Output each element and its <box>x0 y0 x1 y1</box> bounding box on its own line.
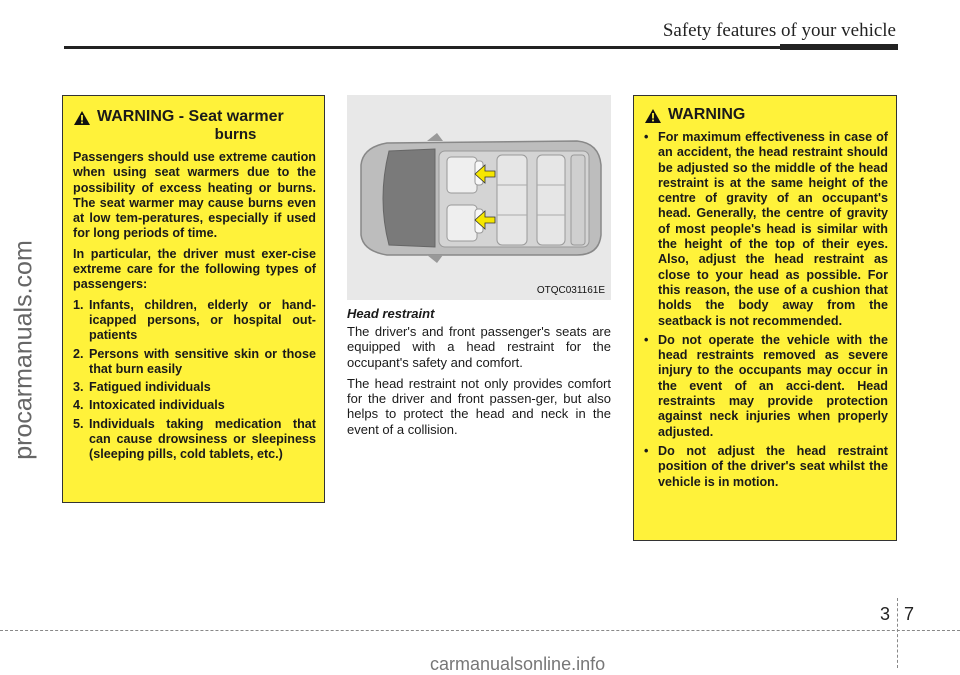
figure-code: OTQC031161E <box>536 285 605 296</box>
list-item-text: Fatigued individuals <box>89 380 211 395</box>
warning-box-seat-warmer <box>62 95 325 503</box>
bullet-icon: • <box>644 443 649 458</box>
section-paragraph: The driver's and front passenger's seats are equipped with a head restraint for the occupant's safety and comfort. <box>347 324 611 370</box>
list-item-number: 3. <box>73 380 84 395</box>
header-rule-accent <box>780 44 898 50</box>
page-number: 7 <box>904 604 915 624</box>
list-item-text: Do not adjust the head restraint position of the driver's seat whilst the vehicle is in motion. <box>658 443 888 489</box>
warning-title: WARNING - Seat warmer <box>97 108 284 125</box>
list-item-number: 5. <box>73 416 84 431</box>
warning-paragraph: In particular, the driver must exer-cise extreme care for the following types of passengers: <box>73 246 316 292</box>
warning-subtitle: burns <box>214 126 257 143</box>
header-rule <box>64 46 898 49</box>
list-item-text: Infants, children, elderly or hand-icapped persons, or hospital out-patients <box>89 297 316 343</box>
list-item-text: Intoxicated individuals <box>89 398 225 413</box>
list-item <box>644 130 888 329</box>
list-item <box>644 444 888 490</box>
list-item-number: 1. <box>73 297 84 312</box>
list-item <box>73 347 316 378</box>
front-seat-right <box>447 205 477 241</box>
warning-title: WARNING <box>668 106 746 123</box>
page-chapter: 3 <box>880 604 891 624</box>
list-item <box>73 380 316 395</box>
side-watermark <box>4 150 44 550</box>
front-seat-left <box>447 157 477 193</box>
passenger-type-list <box>73 298 316 463</box>
page-header-title: Safety features of your vehicle <box>662 20 896 41</box>
list-item-text: Persons with sensitive skin or those that burn easily <box>89 346 316 376</box>
vehicle-topview-illustration <box>347 95 611 300</box>
warning-header <box>73 108 316 126</box>
warning-triangle-icon <box>644 108 662 124</box>
section-paragraph: The head restraint not only provides comfort for the driver and front passen-ger, but also helps to protect the head and neck in the event of a collision. <box>347 375 611 437</box>
list-item <box>644 333 888 440</box>
list-item-number: 2. <box>73 346 84 361</box>
side-watermark-text: procarmanuals.com <box>9 240 38 460</box>
list-item <box>73 398 316 413</box>
section-heading: Head restraint <box>347 306 435 321</box>
footer-rule <box>0 630 960 631</box>
warning-header <box>644 106 888 124</box>
bottom-watermark: carmanualsonline.info <box>430 654 606 674</box>
vehicle-figure <box>347 95 611 300</box>
bullet-icon: • <box>644 130 649 144</box>
warning-bullet-list <box>644 130 888 490</box>
warning-box-head-restraint <box>633 95 897 541</box>
page-number-divider <box>897 598 898 668</box>
bullet-icon: • <box>644 332 649 347</box>
head-restraint-section <box>347 306 611 443</box>
list-item-text: For maximum effectiveness in case of an accident, the head restraint should be adjusted so the middle of the head restraint is at the same height of the centre of gravity of an occupant's head. Generally, the centre of gravity of most people's head is similar with the height of the top of their eyes. Also, adjust the head restraint as close to your head as possible. For this reason, the use of a cushion that holds the body away from the seatback is not recommended. <box>658 130 888 328</box>
list-item-number: 4. <box>73 398 84 413</box>
list-item-text: Individuals taking medication that can cause drowsiness or sleepiness (sleeping pills, cold tablets, etc.) <box>89 416 316 462</box>
warning-triangle-icon <box>73 110 91 126</box>
warning-paragraph: Passengers should use extreme caution when using seat warmers due to the possibility of excess heating or burns. The seat warmer may cause burns even at low tem-peratures, especially if used for long periods of time. <box>73 150 316 241</box>
list-item-text: Do not operate the vehicle with the head restraints removed as severe injury to the occupants may occur in the event of an acci-dent. Head restraints may provide protection against neck injuries when properly adjusted. <box>658 332 888 439</box>
list-item <box>73 298 316 344</box>
list-item <box>73 417 316 463</box>
